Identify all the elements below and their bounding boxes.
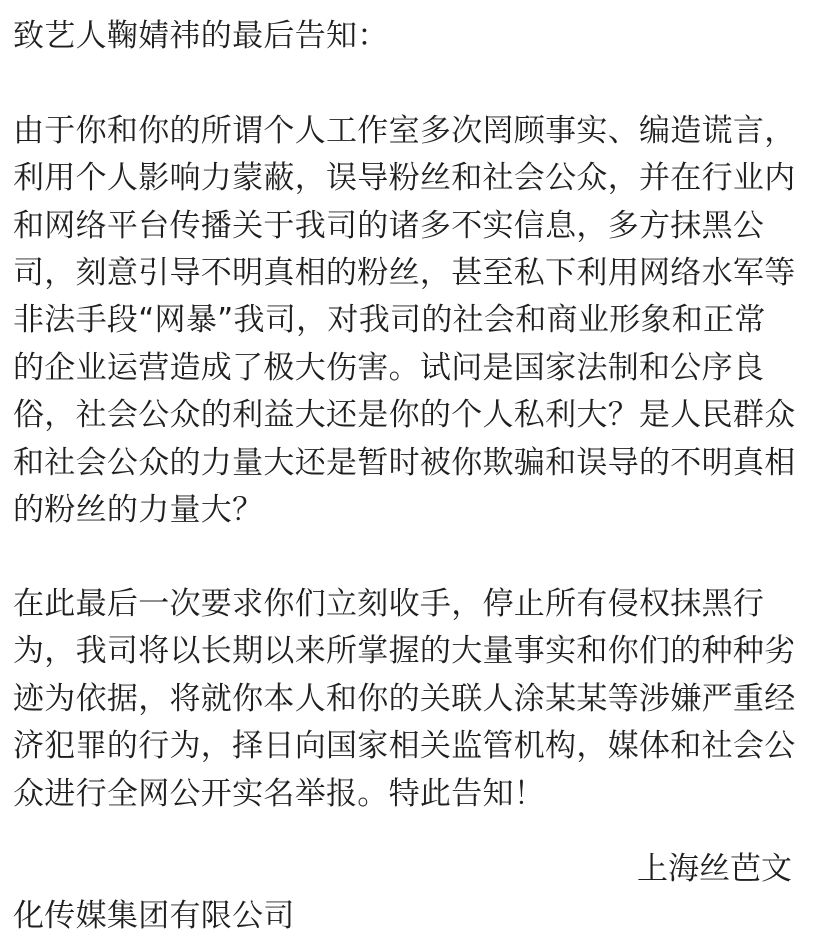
- signature-line: 化传媒集团有限公司: [13, 898, 295, 934]
- paragraph2-line: 迹为依据，将就你本人和你的关联人涂某某等涉嫌严重经: [13, 681, 796, 717]
- paragraph2-line: 为，我司将以长期以来所掌握的大量事实和你们的种种劣: [13, 633, 796, 669]
- paragraph1-line: 利用个人影响力蒙蔽，误导粉丝和社会公众，并在行业内: [13, 160, 796, 196]
- paragraph2-line: 众进行全网公开实名举报。特此告知！: [13, 776, 546, 812]
- paragraph1-line: 和社会公众的力量大还是暂时被你欺骗和误导的不明真相: [13, 445, 796, 481]
- paragraph1-line: 非法手段“网暴”我司，对我司的社会和商业形象和正常: [13, 302, 766, 338]
- paragraph2-line: 在此最后一次要求你们立刻收手，停止所有侵权抹黑行: [13, 586, 765, 622]
- signature-line: 上海丝芭文: [637, 851, 792, 887]
- paragraph1-line: 俗，社会公众的利益大还是你的个人私利大？是人民群众: [13, 397, 796, 433]
- paragraph1-line: 和网络平台传播关于我司的诸多不实信息，多方抹黑公: [13, 208, 765, 244]
- paragraph1-line: 由于你和你的所谓个人工作室多次罔顾事实、编造谎言，: [13, 113, 796, 149]
- paragraph1-line: 司，刻意引导不明真相的粉丝，甚至私下利用网络水军等: [13, 255, 796, 291]
- paragraph2-line: 济犯罪的行为，择日向国家相关监管机构，媒体和社会公: [13, 728, 796, 764]
- paragraph1-line: 的粉丝的力量大？: [13, 492, 264, 528]
- paragraph1-line: 的企业运营造成了极大伤害。试问是国家法制和公序良: [13, 350, 765, 386]
- greeting-line: 致艺人鞠婧祎的最后告知：: [13, 18, 389, 54]
